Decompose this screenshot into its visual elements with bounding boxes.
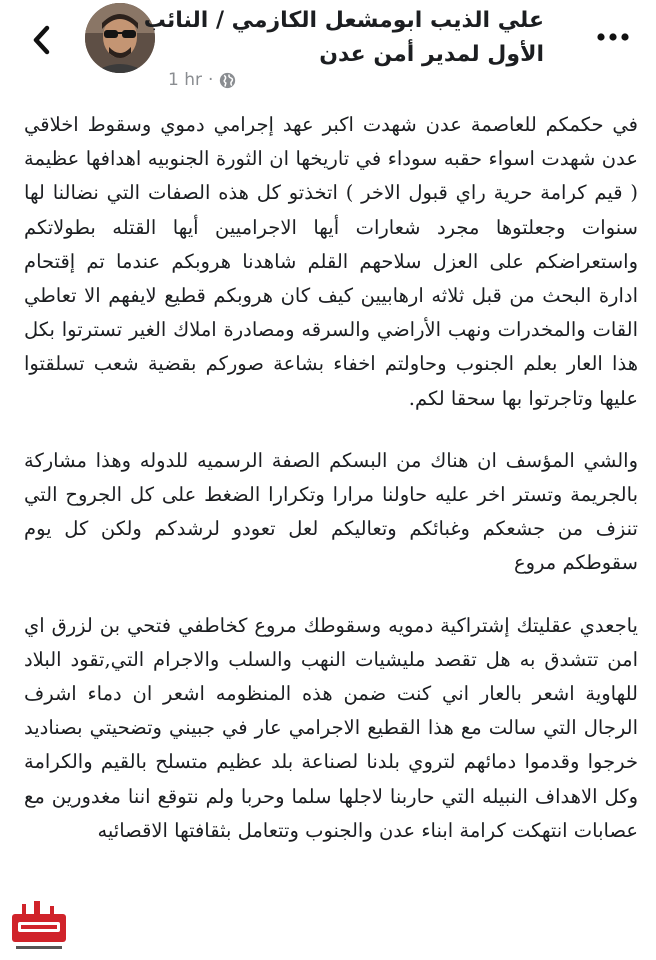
watermark-logo xyxy=(6,900,72,956)
author-name[interactable]: علي الذيب ابومشعل الكازمي / النائب الأول لمدير أمن عدن xyxy=(143,8,544,67)
post-timestamp[interactable]: 1 hr xyxy=(168,70,202,90)
back-button[interactable] xyxy=(22,20,62,60)
globe-icon xyxy=(219,72,236,89)
post-paragraph: في حكمكم للعاصمة عدن شهدت اكبر عهد إجرامي دموي وسقوط اخلاقي عدن شهدت اسواء حقبه سوداء في تاريخها ان الثورة الجنوبيه اهدافها عظيمة ( قيم كرامة حرية راي قبول الاخر ) اتخذتو كل هذه الصفات التي نضالنا لها سنوات وجعلتوها مجرد شعارات أيها الاجراميين أيها القتله بطولاتكم واستعراضكم على العزل سلاحهم القلم شاهدنا هروبكم عندما تم إقتحام ادارة البحث من قبل ثلاثه ارهابيين كيف كان هروبكم قطيع لايفهم الا تعاطي القات والمخدرات ونهب الأراضي والسرقه ومصادرة املاك الغير تسترتوا بكل هذا العار بعلم الجنوب وحاولتم اخفاء بشاعة صوركم بقضية شعب تسلقتوا عليها وتاجرتوا بها سحقا لكم. xyxy=(24,113,638,410)
post-paragraph: والشي المؤسف ان هناك من البسكم الصفة الرسميه للدوله وهذا مشاركة بالجريمة وتستر اخر عليه حاولنا مرارا وتكرارا الضغط على كل الجروح التي تنزف من جشعكم وغبائكم وتعاليكم لعل تعودو لرشدكم ولكن كل يوم سقوطكم مروع xyxy=(24,448,638,575)
post-paragraph: ياجعدي عقليتك إشتراكية دمويه وسقوطك مروع كخاطفي فتحي بن لزرق اي امن تتشدق به هل تقصد مليشيات النهب والسلب والاجرام التي,تقود البلاد للهاوية اشعر بالعار اني كنت ضمن هذه المنظومه اشعر ان دماء اشرف الرجال التي سالت مع هذا القطيع الاجرامي عار في جبيني وتضحيتي بصناديد خرجوا وقدموا دمائهم لتروي بلدنا لصناعة بلد عظيم متسلح بالقيم والكرامة وكل الاهداف النبيله التي حاربنا لاجلها سلما وحربا ولم نتوقع اننا مغدورين مع عصابات انتهكت كرامة ابناء عدن والجنوب وتتعامل بثقافتها الاقصائيه xyxy=(24,613,638,842)
more-options-button[interactable] xyxy=(590,22,636,52)
post-meta xyxy=(168,70,236,90)
post-header xyxy=(0,0,656,104)
hunaaden-logo-icon xyxy=(6,900,72,956)
meta-separator: · xyxy=(207,70,214,90)
more-horizontal-icon xyxy=(596,32,630,42)
post-body xyxy=(24,108,638,848)
chevron-left-icon xyxy=(31,24,53,56)
